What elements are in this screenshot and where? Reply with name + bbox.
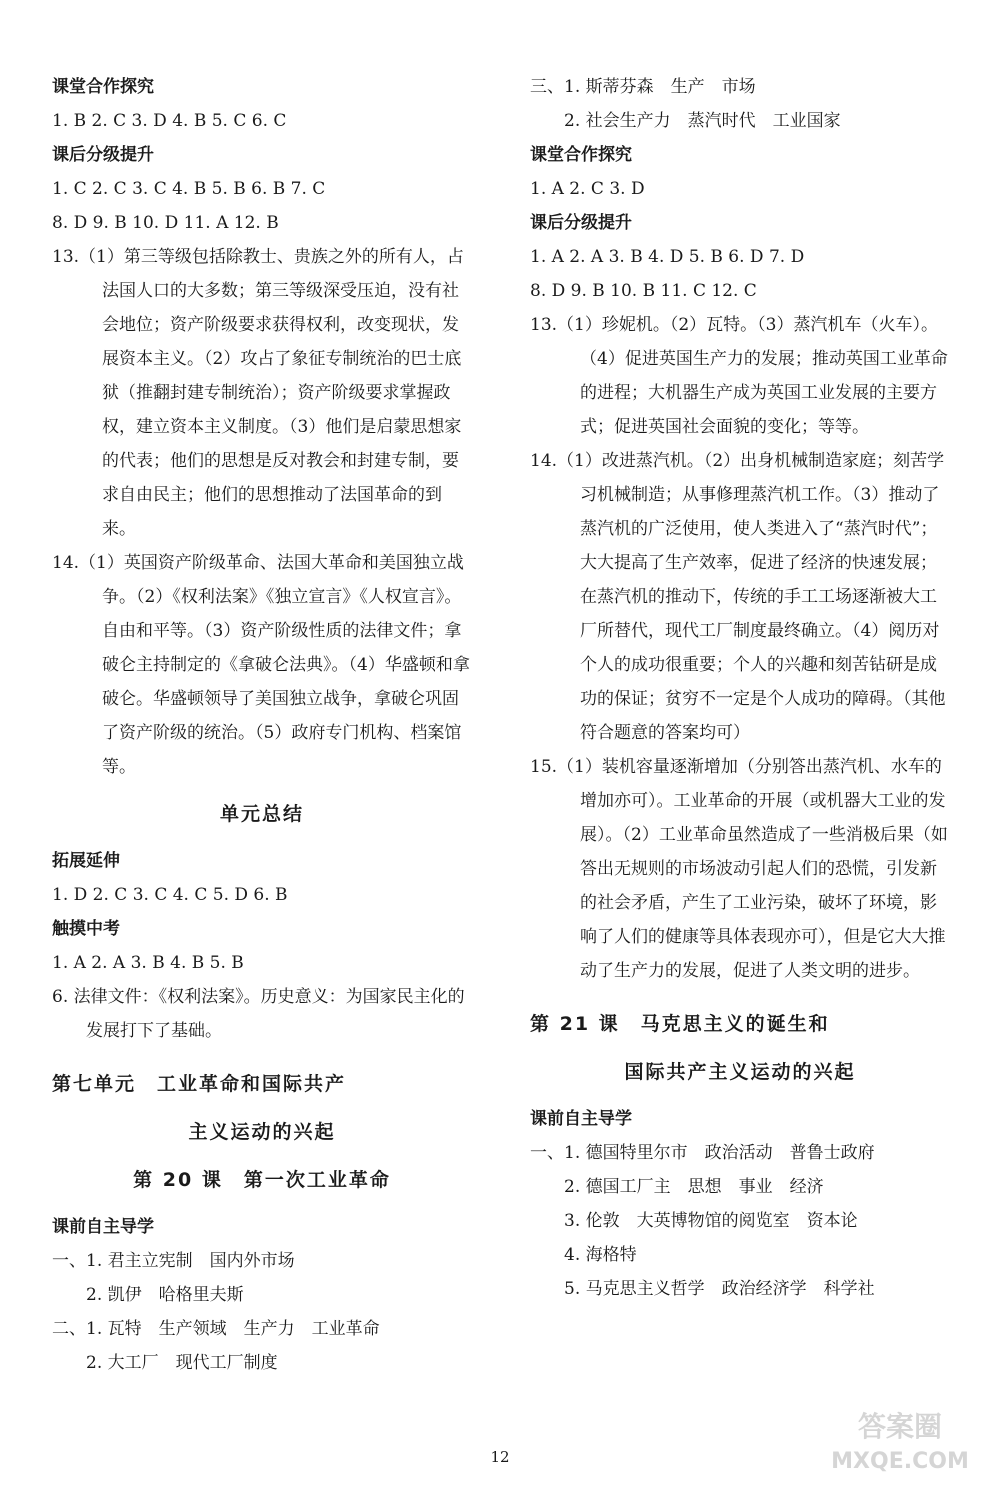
page-number: 12 — [490, 1448, 510, 1466]
answer-q13: 13.（1）第三等级包括除教士、贵族之外的所有人，占法国人口的大多数；第三等级深受压迫，没有社会地位；资产阶级要求获得权利，改变现状，发展资本主义。（2）攻占了象征专制统治的巴士底狱（推翻封建专制统治）；资产阶级要求掌握政权，建立资本主义制度。（3）他们是启蒙思想家的代表；他们的思想是反对教会和封建专制，要求自由民主；他们的思想推动了法国革命的到来。 — [52, 247, 464, 539]
answer-q14: 14.（1）改进蒸汽机。（2）出身机械制造家庭；刻苦学习机械制造；从事修理蒸汽机工作。（3）推动了蒸汽机的广泛使用，使人类进入了“蒸汽时代”；大大提高了生产效率，促进了经济的快速发展；在蒸汽机的推动下，传统的手工工场逐渐被大工厂所替代，现代工厂制度最终确立。（4）阅历对个人的成功很重要；个人的兴趣和刻苦钻研是成功的保证；贫穷不一定是个人成功的障碍。（其他符合题意的答案均可） — [530, 451, 946, 743]
svg-text:答案圈: 答案圈 — [857, 1410, 943, 1443]
answer-q13: 13.（1）珍妮机。（2）瓦特。（3）蒸汽机车（火车）。（4）促进英国生产力的发展；推动英国工业革命的进程；大机器生产成为英国工业发展的主要方式；促进英国社会面貌的变化；等等。 — [530, 315, 948, 437]
answer-line: 1. A 2. A 3. B 4. B 5. B — [52, 953, 244, 973]
answer-q15: 15.（1）装机容量逐渐增加（分别答出蒸汽机、水车的增加亦可）。工业革命的开展（或机器大工业的发展）。（2）工业革命虽然造成了一些消极后果（如答出无规则的市场波动引起人们的恐慌，引发新的社会矛盾，产生了工业污染，破坏了环境，影响了人们的健康等具体表现亦可），但是它大大推动了生产力的发展，促进了人类文明的进步。 — [530, 757, 948, 981]
heading-extension: 拓展延伸 — [52, 851, 120, 871]
heading-after-class: 课后分级提升 — [530, 213, 632, 233]
answer-line: 2. 德国工厂主 思想 事业 经济 — [564, 1177, 824, 1197]
heading-preview: 课前自主导学 — [530, 1109, 632, 1129]
heading-after-class: 课后分级提升 — [52, 145, 154, 165]
heading-classroom: 课堂合作探究 — [530, 145, 632, 165]
watermark-logo — [820, 1400, 980, 1480]
section-unit-summary: 单元总结 — [219, 803, 304, 825]
lesson-20-title: 第 20 课 第一次工业革命 — [133, 1169, 391, 1191]
answer-line: 2. 社会生产力 蒸汽时代 工业国家 — [564, 111, 841, 131]
left-column — [52, 70, 472, 1380]
answer-line: 2. 大工厂 现代工厂制度 — [86, 1353, 278, 1373]
answer-q14: 14.（1）英国资产阶级革命、法国大革命和美国独立战争。（2）《权利法案》《独立宣言》《人权宣言》。自由和平等。（3）资产阶级性质的法律文件；拿破仑主持制定的《拿破仑法典》。（4）华盛顿和拿破仑。华盛顿领导了美国独立战争，拿破仑巩固了资产阶级的统治。（5）政府专门机构、档案馆等。 — [52, 553, 470, 777]
lesson-21-title: 第 21 课 马克思主义的诞生和 — [530, 1013, 830, 1035]
answer-line: 5. 马克思主义哲学 政治经济学 科学社 — [564, 1279, 875, 1299]
answer-line: 4. 海格特 — [564, 1245, 637, 1265]
lesson-21-title-cont: 国际共产主义运动的兴起 — [624, 1061, 856, 1083]
unit-seven-title-cont: 主义运动的兴起 — [188, 1121, 336, 1143]
heading-exam: 触摸中考 — [52, 919, 120, 939]
answer-line: 1. D 2. C 3. C 4. C 5. D 6. B — [52, 885, 288, 905]
answer-line: 1. A 2. A 3. B 4. D 5. B 6. D 7. D — [530, 247, 805, 267]
svg-text:MXQE.COM: MXQE.COM — [831, 1449, 969, 1474]
answer-q6: 6. 法律文件：《权利法案》。历史意义：为国家民主化的发展打下了基础。 — [52, 987, 465, 1041]
answer-line: 一、1. 君主立宪制 国内外市场 — [52, 1251, 295, 1271]
answer-line: 1. A 2. C 3. D — [530, 179, 645, 199]
answer-line: 2. 凯伊 哈格里夫斯 — [86, 1285, 244, 1305]
answer-line: 三、1. 斯蒂芬森 生产 市场 — [530, 77, 756, 97]
heading-classroom: 课堂合作探究 — [52, 77, 154, 97]
answer-line: 8. D 9. B 10. B 11. C 12. C — [530, 281, 757, 301]
answer-line: 二、1. 瓦特 生产领域 生产力 工业革命 — [52, 1319, 380, 1339]
heading-preview: 课前自主导学 — [52, 1217, 154, 1237]
answer-line: 1. B 2. C 3. D 4. B 5. C 6. C — [52, 111, 287, 131]
answer-line: 一、1. 德国特里尔市 政治活动 普鲁士政府 — [530, 1143, 875, 1163]
answer-line: 8. D 9. B 10. D 11. A 12. B — [52, 213, 279, 233]
unit-seven-title: 第七单元 工业革命和国际共产 — [52, 1073, 347, 1095]
answer-line: 1. C 2. C 3. C 4. B 5. B 6. B 7. C — [52, 179, 326, 199]
right-column — [530, 70, 950, 1306]
answer-line: 3. 伦敦 大英博物馆的阅览室 资本论 — [564, 1211, 858, 1231]
